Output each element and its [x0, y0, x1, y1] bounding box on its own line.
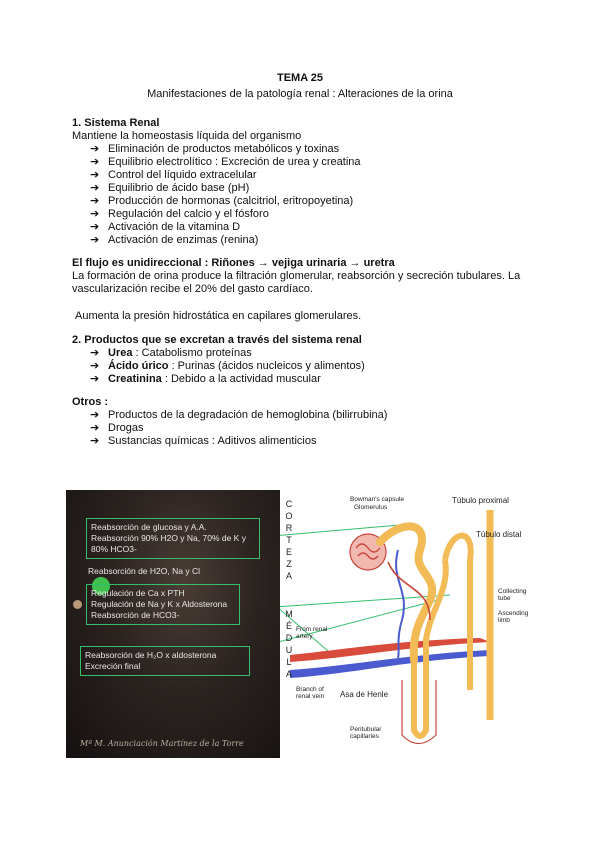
section-heading: Otros : [72, 396, 109, 408]
arrow-icon: ➔ [90, 169, 100, 181]
list-item: ➔ Control del líquido extracelular [90, 169, 257, 181]
arrow-icon: ➔ [90, 409, 100, 421]
proximal-label: Túbulo proximal [452, 496, 509, 505]
list-item: ➔ Equilibrio de ácido base (pH) [90, 182, 250, 194]
arrow-icon: ➔ [90, 182, 100, 194]
list-item: ➔ Drogas [90, 422, 144, 434]
arrow-icon: ➔ [90, 373, 100, 385]
arrow-icon: ➔ [90, 143, 100, 155]
list-item: ➔ Producción de hormonas (calcitriol, eritropoyetina) [90, 195, 354, 207]
nephron-diagram [280, 490, 534, 758]
nephron-figure [66, 490, 534, 758]
section-intro: Mantiene la homeostasis líquida del organismo [72, 130, 302, 142]
flow-paragraph: La formación de orina produce la filtración glomerular, reabsorción y secreción tubulares. La vascularización recibe el 20% del gasto cardíaco. [72, 270, 521, 295]
flow-note: Aumenta la presión hidrostática en capilares glomerulares. [75, 310, 362, 322]
flow-heading: El flujo es unidireccional : Riñones → vejiga urinaria → uretra [72, 257, 395, 269]
section-sistema-renal [72, 117, 542, 247]
arrow-icon: ➔ [90, 208, 100, 220]
list-item: ➔ Productos de la degradación de hemoglobina (bilirrubina) [90, 409, 388, 421]
bowman-label: Bowman's capsule [350, 496, 404, 503]
list-item: ➔ Activación de enzimas (renina) [90, 234, 259, 246]
list-item: ➔ Equilibrio electrolítico : Excreción de urea y creatina [90, 156, 361, 168]
arrow-icon: ➔ [90, 156, 100, 168]
corteza-label: C O R T E Z A [285, 499, 293, 581]
list-item: ➔ Urea : Catabolismo proteínas [90, 347, 252, 359]
section-productos [72, 334, 542, 386]
others-list [72, 409, 542, 448]
arrow-icon: ➔ [90, 221, 100, 233]
author-signature: Mª M. Anunciación Martínez de la Torre [80, 739, 244, 748]
arrow-icon: ➔ [90, 347, 100, 359]
distal-tubule [445, 536, 471, 690]
annotation-box-collecting: Reabsorción de H₂O x aldosterona Excreción final [80, 646, 250, 676]
page-title: TEMA 25 [276, 72, 324, 84]
renal-artery [290, 638, 490, 662]
glomerulus-label: Glomerulus [354, 504, 388, 511]
arrow-icon: ➔ [90, 435, 100, 447]
arrow-icon: ➔ [90, 422, 100, 434]
page-subtitle: Manifestaciones de la patología renal : Alteraciones de la orina [147, 88, 453, 100]
list-item: ➔ Ácido úrico : Purinas (ácidos nucleicos y alimentos) [90, 360, 365, 372]
arrow-icon: ➔ [90, 195, 100, 207]
peritubular-label: Peritubular capillaries [350, 726, 382, 740]
collecting-label: Collecting tube [498, 588, 527, 602]
section-flow [72, 257, 542, 323]
arrow-icon: ➔ [90, 360, 100, 372]
list-item: ➔ Eliminación de productos metabólicos y toxinas [90, 143, 340, 155]
distal-label: Túbulo distal [476, 530, 522, 539]
medula-label: M É D U L A [285, 609, 293, 679]
artery-label: From renal artery [296, 626, 328, 640]
annotation-box-distal: Regulación de Ca x PTH Regulación de Na y K x Aldosterona Reabsorción de HCO3- [86, 584, 240, 625]
product-list [72, 347, 542, 386]
ascending-label: Ascending limb [498, 610, 529, 624]
dark-photo-panel [66, 490, 280, 758]
function-list [72, 143, 542, 247]
section-otros [72, 396, 542, 448]
section-heading: 2. Productos que se excretan a través del sistema renal [72, 334, 362, 346]
list-item: ➔ Sustancias químicas : Aditivos alimenticios [90, 435, 317, 447]
vein-label: Branch of renal vein [296, 686, 325, 700]
annotation-henle: Reabsorción de H2O, Na y Cl [88, 566, 200, 576]
list-item: ➔ Creatinina : Debido a la actividad muscular [90, 373, 321, 385]
section-heading: 1. Sistema Renal [72, 117, 160, 129]
arrow-icon: ➔ [90, 234, 100, 246]
tan-dot-marker [73, 600, 82, 609]
list-item: ➔ Regulación del calcio y el fósforo [90, 208, 269, 220]
annotation-box-proximal: Reabsorción de glucosa y A.A. Reabsorción 90% H2O y Na, 70% de K y 80% HCO3- [86, 518, 260, 559]
henle-label: Asa de Henle [340, 690, 389, 699]
list-item: ➔ Activación de la vitamina D [90, 221, 241, 233]
